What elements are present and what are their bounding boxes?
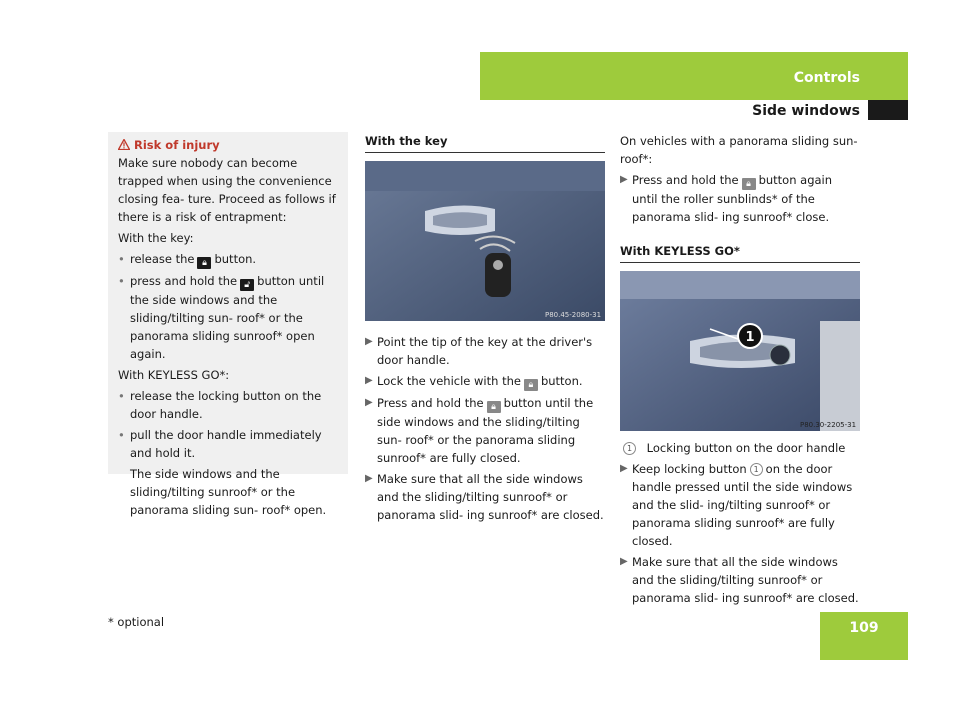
photo-code: P80.30-2205-31 — [800, 421, 857, 429]
door-handle-photo — [620, 271, 860, 431]
with-keyless-label: With KEYLESS GO*: — [118, 368, 230, 382]
lock-icon: 🔒︎ — [524, 379, 538, 391]
list-item: • release the 🔒︎ button. — [118, 252, 257, 268]
callout-marker: 1 — [623, 442, 636, 455]
with-key-label: With the key: — [118, 231, 194, 245]
key-photo — [365, 161, 605, 321]
legend-item: 1 Locking button on the door handle — [620, 439, 860, 457]
list-item: • pull the door handle immediately and hold it. The side windows and the sliding/tilting sunroof* or the panorama sliding sun- roof* open. — [118, 428, 327, 517]
list-item: ▶ Lock the vehicle with the 🔒︎ button. — [365, 374, 583, 390]
page-title: Side windows — [752, 103, 860, 119]
warning-title-row — [118, 136, 340, 154]
warning-text: Make sure nobody can become trapped when using the convenience closing fea- ture. Proceed as follows if there is a risk of entrapment: — [118, 156, 336, 224]
header-marker — [868, 100, 908, 120]
list-item: ▶ Press and hold the 🔒︎ button again until the roller sunblinds* of the panorama slid- ing sunroof* close. — [620, 173, 833, 224]
page-number: 109 — [849, 620, 879, 636]
intro-text: On vehicles with a panorama sliding sun- roof*: — [620, 134, 858, 166]
list-item: • release the locking button on the door handle. — [118, 389, 322, 421]
section-title: Controls — [793, 70, 860, 86]
lock-icon: 🔒︎ — [742, 178, 756, 190]
car-door-key-illustration — [365, 161, 605, 321]
footnote: * optional — [108, 615, 165, 629]
section-heading: With the key — [365, 132, 605, 153]
photo-code: P80.45-2080-31 — [545, 311, 602, 319]
lock-icon: 🔒︎ — [487, 401, 501, 413]
warning-title: Risk of injury — [134, 138, 220, 152]
callout-number: 1 — [745, 330, 755, 345]
list-item: ▶ Make sure that all the side windows and the sliding/tilting sunroof* or panorama slid- ing sunroof* are closed. — [365, 472, 604, 522]
list-item: ▶ Press and hold the 🔒︎ button until the side windows and the sliding/tilting sun- roof* or the panorama sliding sunroof* are fully closed. — [365, 396, 594, 465]
list-item: ▶ Keep locking button 1 on the door handle pressed until the side windows and the slid- ing/tilting sunroof* or panorama sliding sunroof* are fully closed. — [620, 462, 853, 548]
door-handle-illustration — [620, 271, 860, 431]
unlock-icon: 🔓︎ — [240, 279, 254, 291]
section-heading: With KEYLESS GO* — [620, 242, 860, 263]
warning-icon — [118, 139, 130, 150]
list-item: • press and hold the 🔓︎ button until the side windows and the sliding/tilting sun- roof* or the panorama sliding sunroof* open again. — [118, 274, 325, 361]
lock-icon: 🔒︎ — [197, 257, 211, 269]
callout-marker: 1 — [750, 463, 763, 476]
warning-box — [108, 132, 348, 517]
column-keyless — [620, 132, 860, 607]
list-item: ▶ Make sure that all the side windows and the sliding/tilting sunroof* or panorama slid- ing sunroof* are closed. — [620, 555, 859, 605]
column-with-key — [365, 132, 605, 524]
list-item: ▶ Point the tip of the key at the driver's door handle. — [365, 335, 593, 367]
